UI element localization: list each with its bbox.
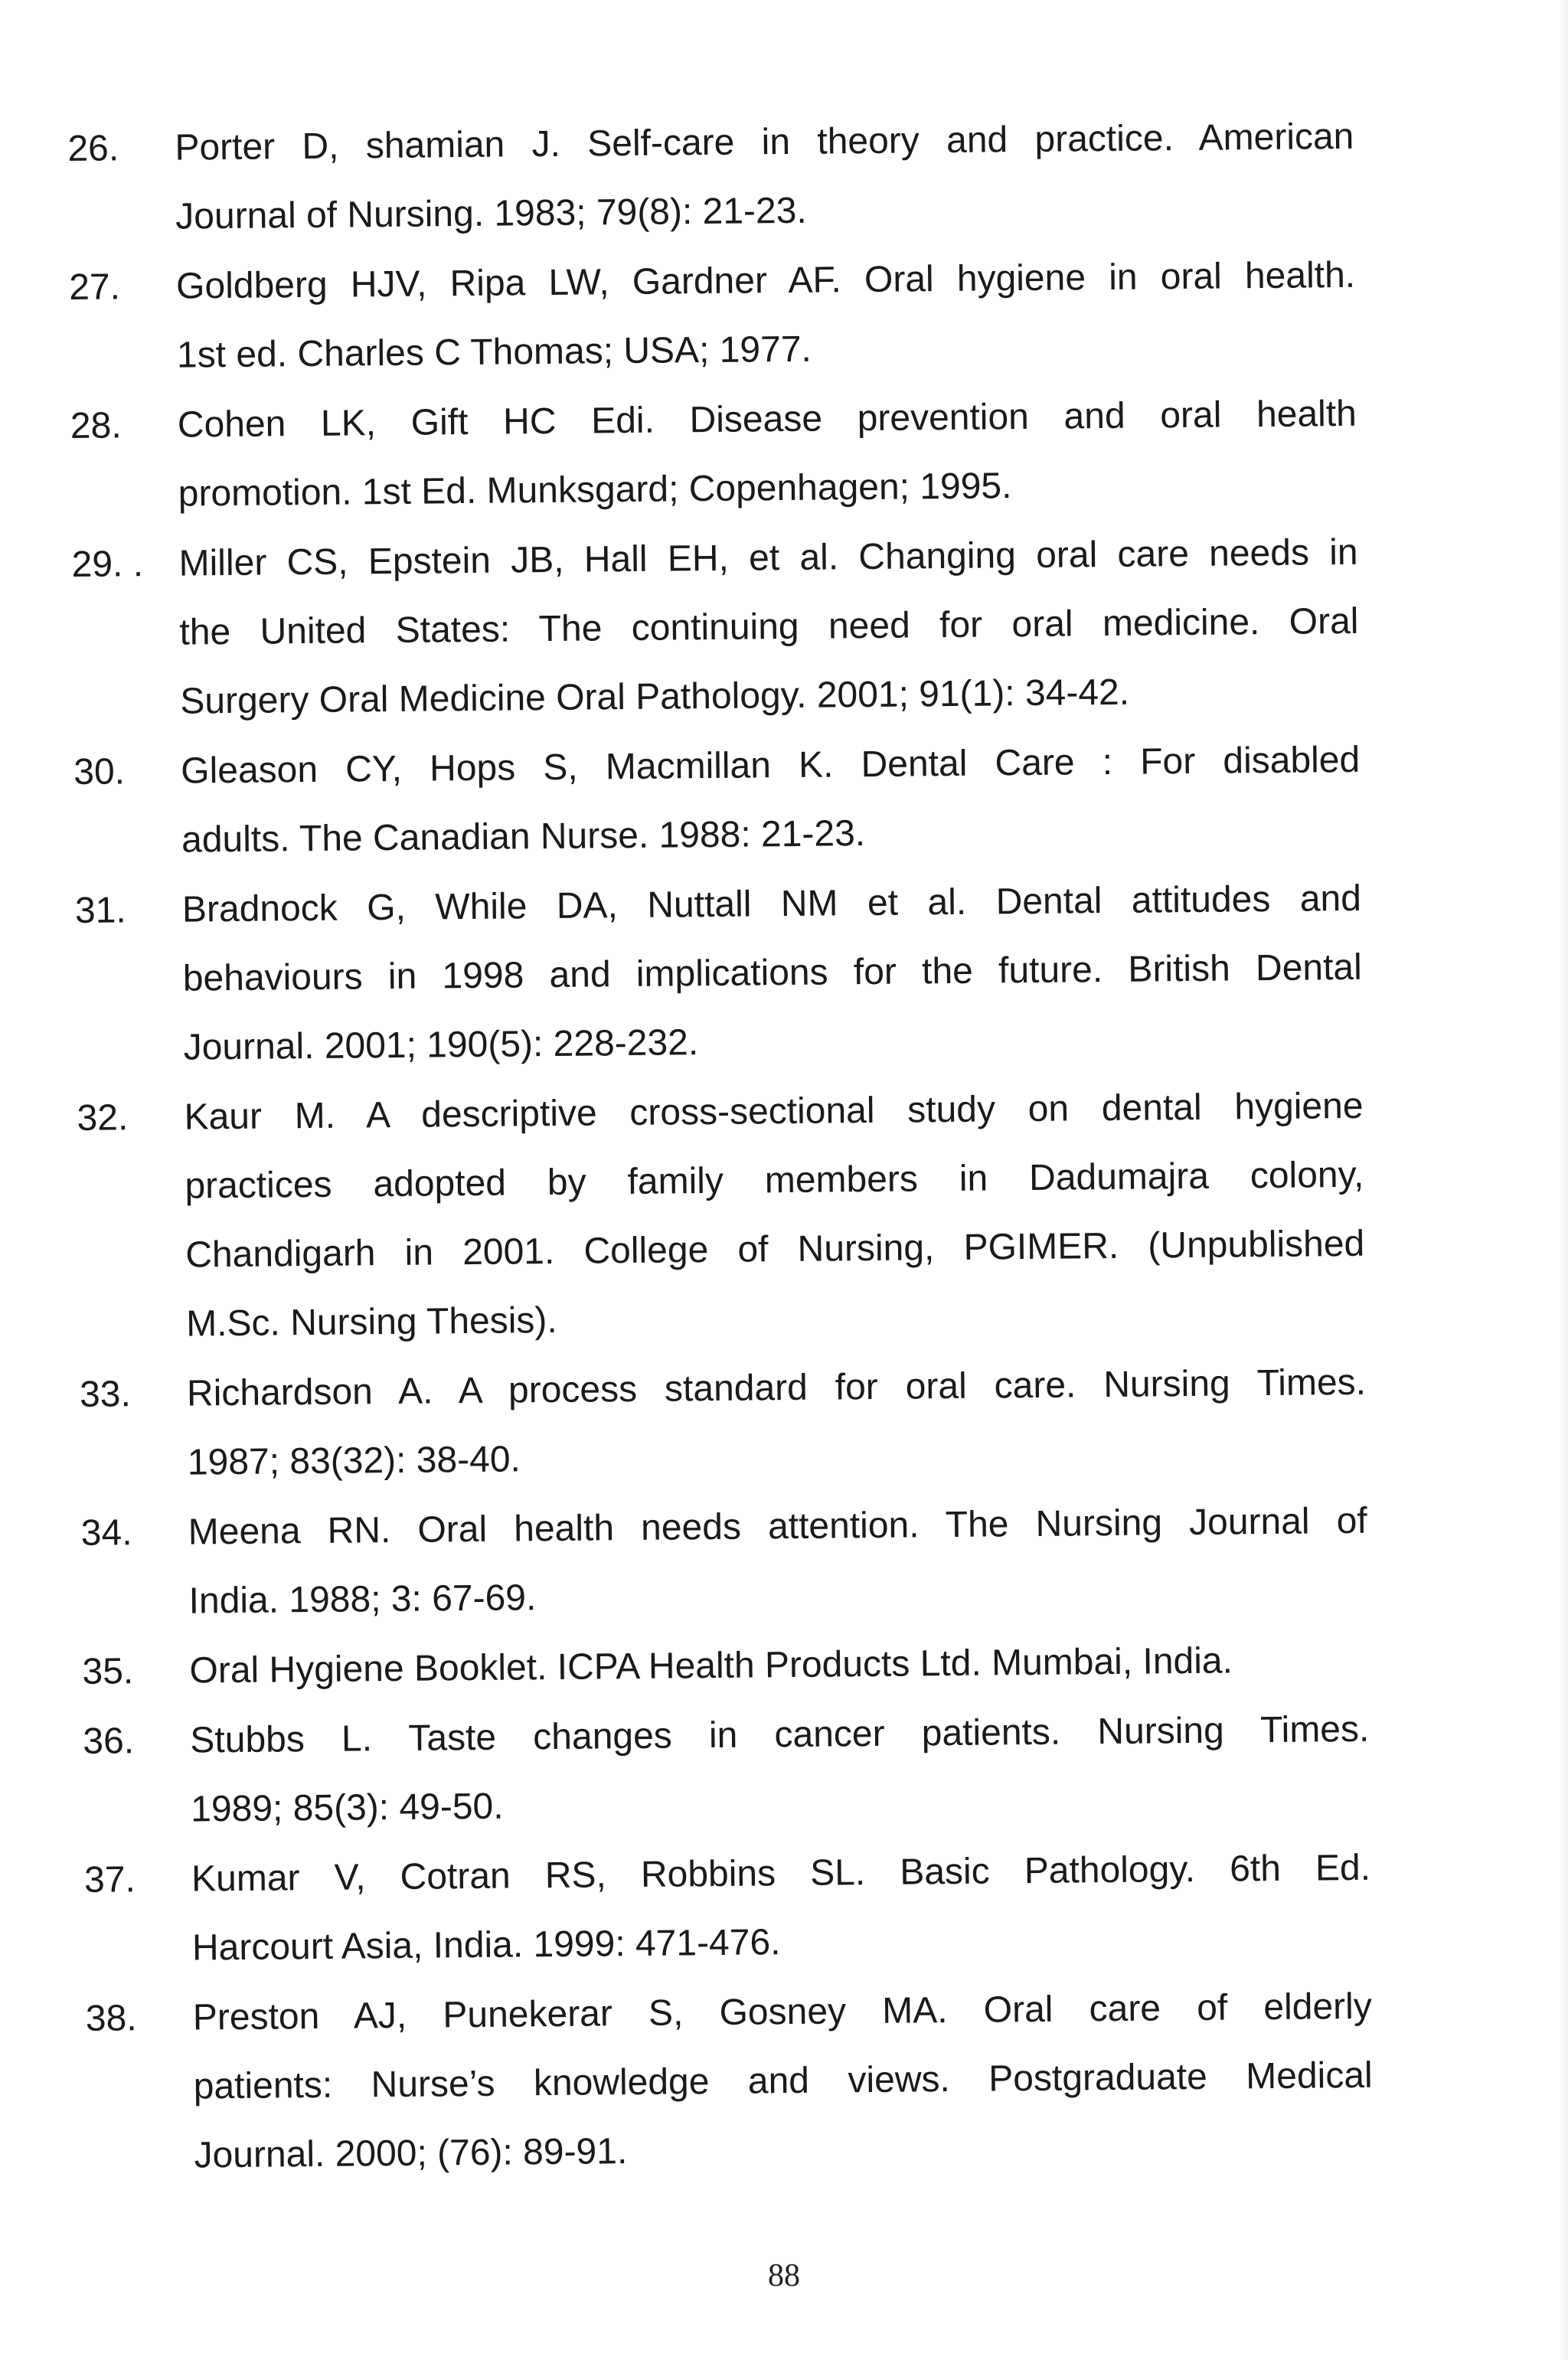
reference-item [70,380,1357,530]
reference-text [191,1834,1372,1983]
reference-line: Porter D, shamian J. Self-care in theory and practice. American [175,116,1354,168]
reference-line: behaviours in 1998 and implications for the future. British Dental [182,946,1363,999]
reference-item [71,518,1360,737]
reference-number: 32. [77,1097,129,1139]
reference-text [177,380,1357,529]
reference-line: practices adopted by family members in Dadumajra colony, [185,1154,1364,1207]
reference-line: Kumar V, Cotran RS, Robbins SL. Basic Pathology. 6th Ed. [191,1847,1371,1900]
reference-item [75,865,1364,1084]
reference-text [188,1487,1368,1636]
reference-line: M.Sc. Nursing Thesis). [185,1299,557,1345]
reference-number: 35. [82,1651,134,1692]
reference-line: Miller CS, Epstein JB, Hall EH, et al. Changing oral care needs in [178,531,1358,584]
reference-line: Preston AJ, Punekerar S, Gosney MA. Oral care of elderly [192,1986,1373,2038]
reference-line: Meena RN. Oral health needs attention. The Nursing Journal of [188,1500,1367,1553]
reference-item [69,241,1357,391]
reference-line: the United States: The continuing need for oral medicine. Oral [179,600,1359,653]
reference-line: Gleason CY, Hops S, Macmillan K. Dental Care : For disabled [180,739,1361,792]
reference-line: India. 1988; 3: 67-69. [188,1577,537,1622]
reference-number: 26. [67,128,119,169]
reference-item [85,1973,1374,2192]
reference-line: Surgery Oral Medicine Oral Pathology. 2001; 91(1): 34-42. [180,672,1130,722]
reference-number: 29. . [71,544,144,585]
reference-line: adults. The Canadian Nurse. 1988: 21-23. [181,813,866,861]
reference-line: Goldberg HJV, Ripa LW, Gardner AF. Oral hygiene in oral health. [175,254,1356,307]
reference-line: 1989; 85(3): 49-50. [190,1786,504,1830]
reference-line: Chandigarh in 2001. College of Nursing, PGIMER. (Unpublished [185,1223,1365,1276]
reference-line: 1987; 83(32): 38-40. [187,1439,521,1483]
reference-line: patients: Nurse’s knowledge and views. Postgraduate Medical [193,2054,1373,2107]
reference-text [189,1626,1369,1706]
reference-number: 34. [80,1512,132,1554]
reference-number: 31. [74,890,126,931]
reference-item [82,1626,1369,1707]
scan-edge-shadow [1559,0,1568,2360]
reference-item [74,726,1361,876]
reference-number: 36. [83,1721,135,1762]
reference-number: 27. [68,266,121,308]
reference-item [84,1834,1372,1984]
reference-number: 30. [73,751,126,793]
reference-text [187,1348,1367,1498]
reference-line: Richardson A. A process standard for oral care. Nursing Times. [186,1361,1367,1414]
reference-text [175,103,1355,252]
reference-list [67,103,1374,2192]
reference-number: 33. [79,1374,132,1415]
reference-line: Journal. 2000; (76): 89-91. [194,2131,628,2176]
reference-line: Stubbs L. Taste changes in cancer patients. Nursing Times. [190,1708,1370,1761]
reference-text [190,1695,1370,1845]
reference-line: Journal of Nursing. 1983; 79(8): 21-23. [175,190,807,237]
reference-item [80,1348,1367,1499]
reference-number: 38. [85,1998,137,2039]
reference-text [184,1072,1365,1359]
reference-line: Cohen LK, Gift HC Edi. Disease prevention and oral health [177,393,1357,446]
reference-line: 1st ed. Charles C Thomas; USA; 1977. [176,329,812,376]
reference-line: Kaur M. A descriptive cross-sectional study on dental hygiene [184,1085,1364,1138]
reference-text [176,241,1357,391]
reference-number: 37. [83,1859,136,1901]
reference-item [67,103,1355,253]
reference-line: Journal. 2001; 190(5): 228-232. [183,1022,699,1068]
page-number: 88 [768,2258,800,2293]
reference-item [77,1072,1365,1360]
reference-line: promotion. 1st Ed. Munksgard; Copenhagen; 1995. [178,466,1012,515]
reference-text [178,518,1360,737]
reference-text [181,726,1361,875]
reference-text [192,1973,1374,2191]
reference-text [182,865,1364,1083]
reference-line: Oral Hygiene Booklet. ICPA Health Products Ltd. Mumbai, India. [189,1640,1233,1692]
reference-number: 28. [70,405,122,446]
reference-item [83,1695,1370,1845]
reference-item [80,1487,1368,1637]
reference-line: Harcourt Asia, India. 1999: 471-476. [191,1922,781,1969]
reference-line: Bradnock G, While DA, Nuttall NM et al. Dental attitudes and [181,878,1362,930]
